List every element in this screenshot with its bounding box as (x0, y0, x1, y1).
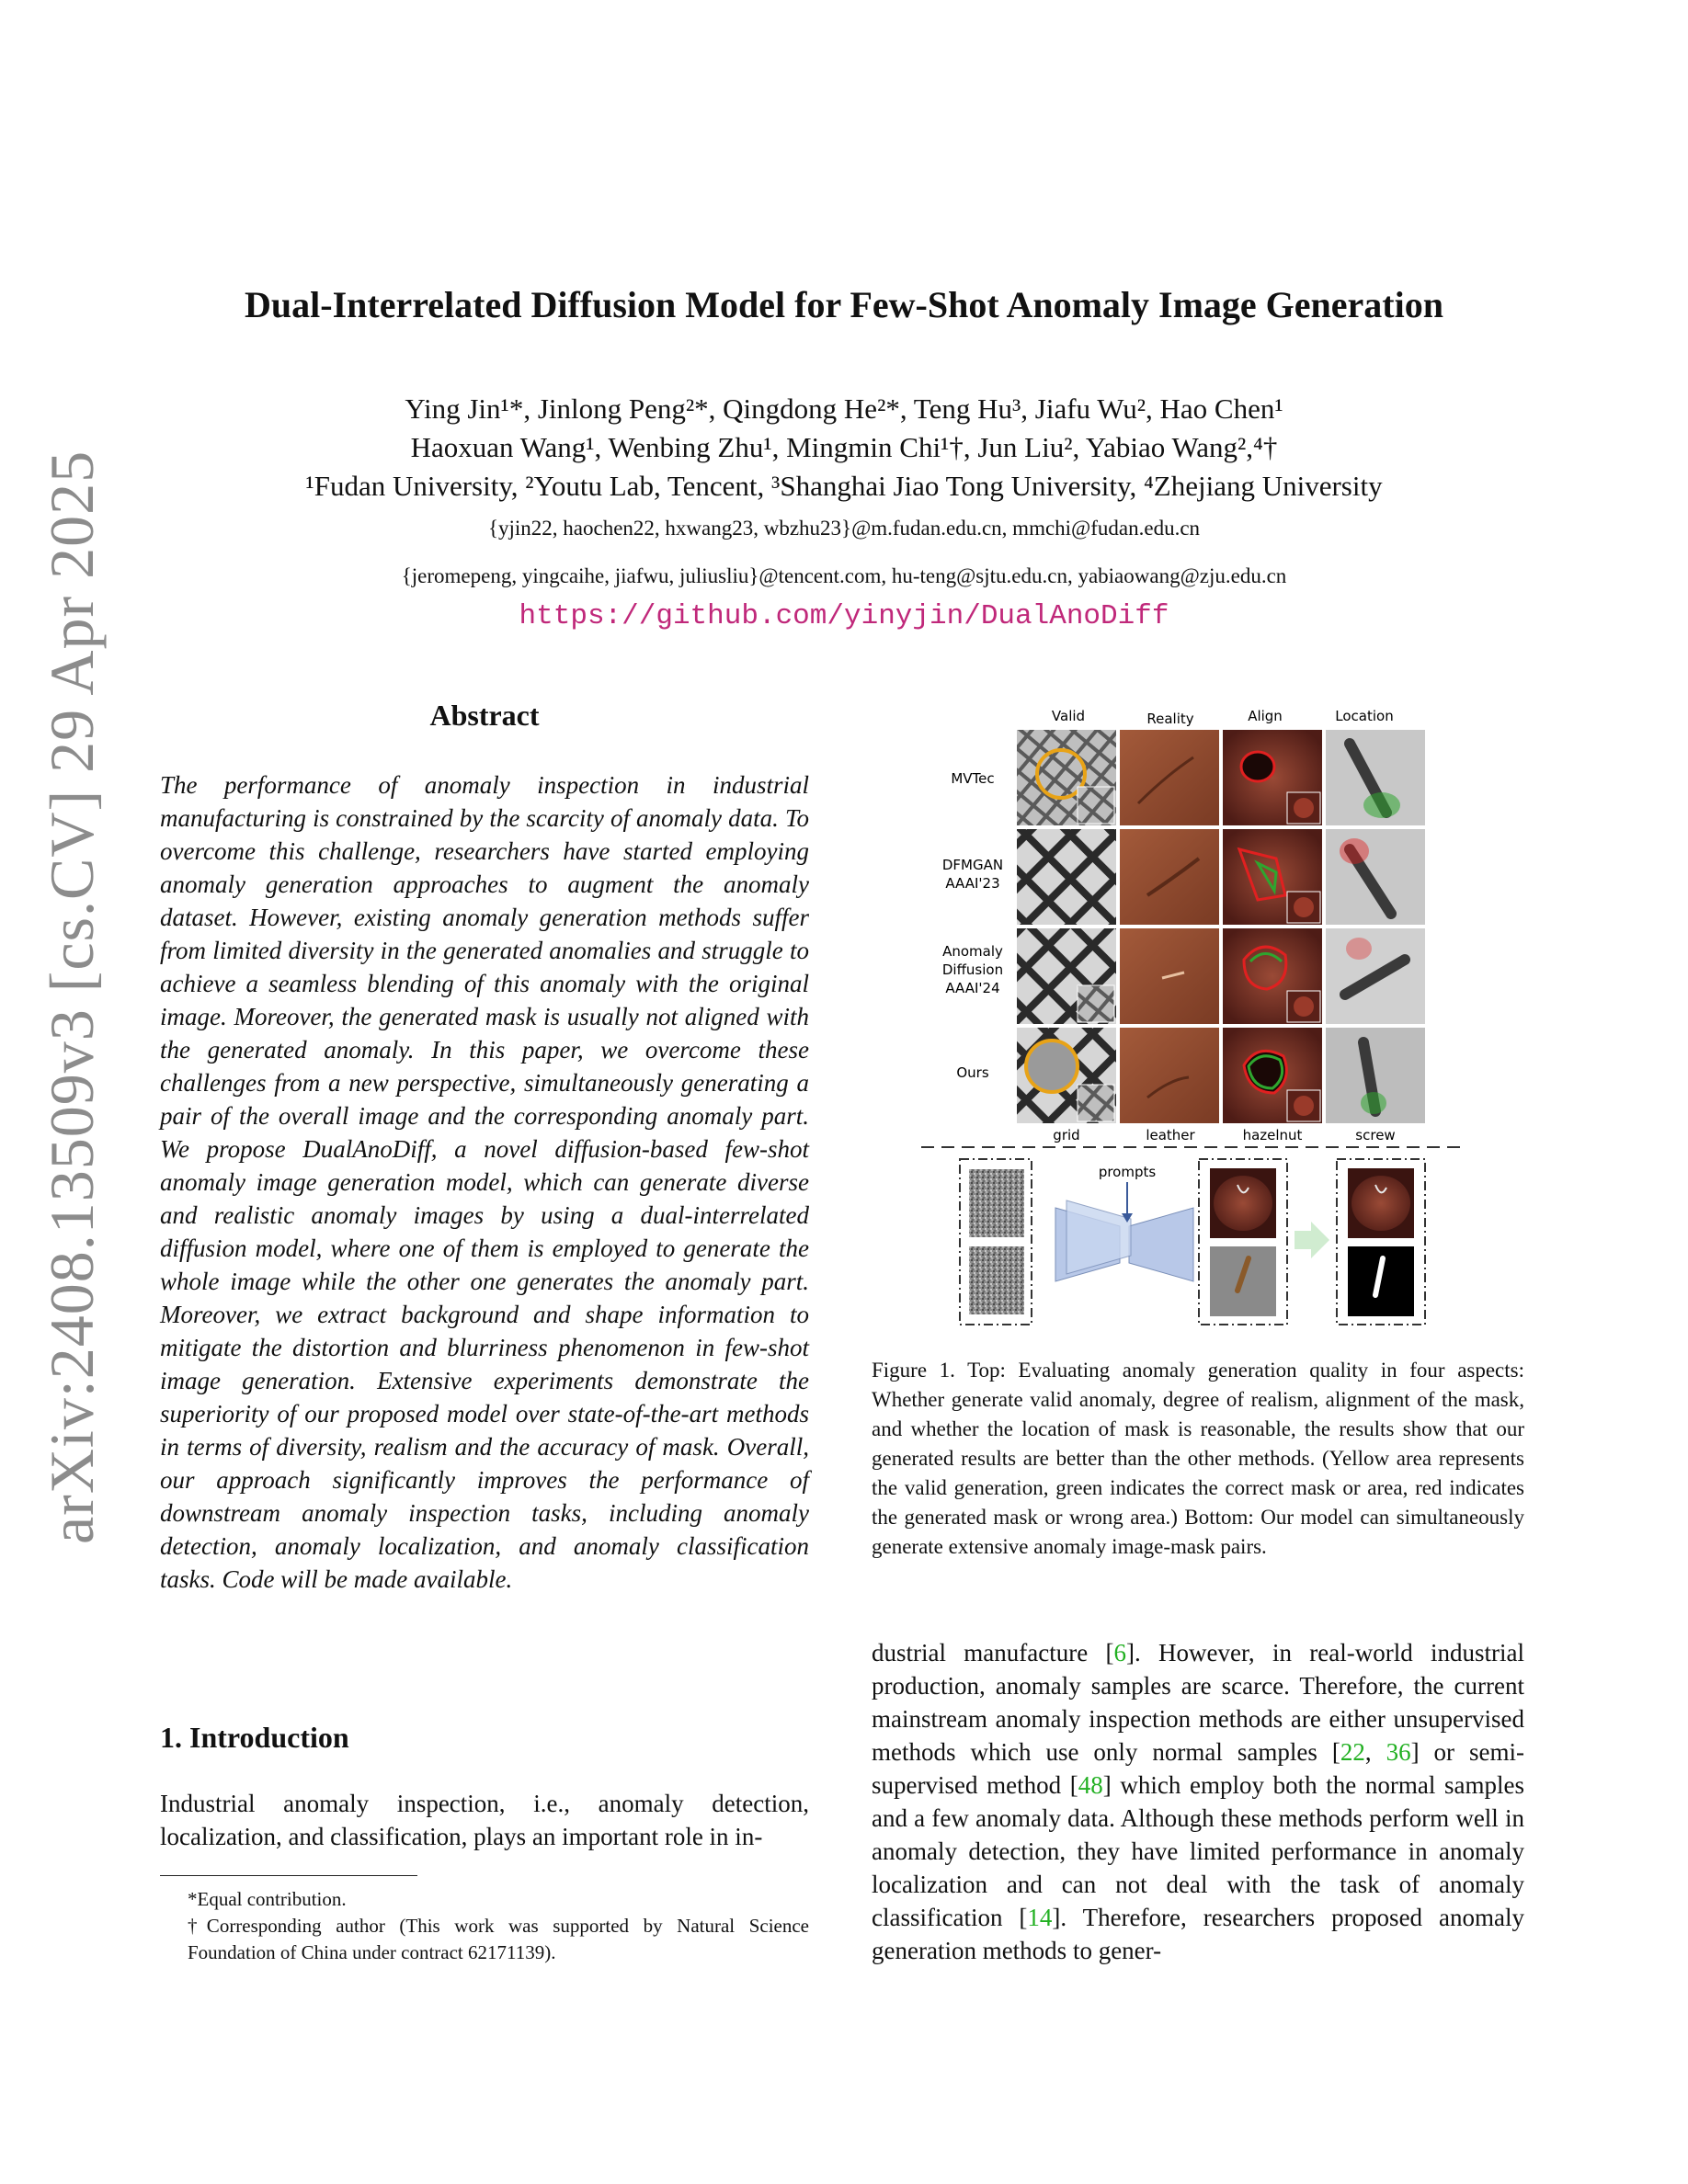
citation-link[interactable]: 48 (1078, 1771, 1103, 1799)
intro-text-segment: ] or semi-supervised method [ (872, 1738, 1524, 1799)
fig-row-anomaly-diffusion (1017, 928, 1425, 1024)
fig-col-header: Reality (1146, 711, 1194, 727)
fig-col-header: Location (1335, 708, 1394, 724)
arxiv-stamp: arXiv:2408.13509v3 [cs.CV] 29 Apr 2025 (37, 449, 107, 1544)
fig-row-label: DFMGAN (941, 857, 1004, 873)
author-line-2: Haoxuan Wang¹, Wenbing Zhu¹, Mingmin Chi¹†, Jun Liu², Yabiao Wang²,⁴† (410, 431, 1278, 463)
footnote-corresponding: †Corresponding author (This work was supported by Natural Science Foundation of China under contract 62171139). (188, 1915, 809, 1963)
fig-row-mvtec (1017, 730, 1425, 825)
footnote-equal: *Equal contribution. (188, 1888, 347, 1910)
fig-col-header: Align (1248, 708, 1283, 724)
emails-line-2: {jeromepeng, yingcaihe, jiafwu, juliusliu}@tencent.com, hu-teng@sjtu.edu.cn, yabiaowang@zju.edu.cn (401, 564, 1287, 587)
paper-title: Dual-Interrelated Diffusion Model for Few-Shot Anomaly Image Generation (245, 284, 1443, 325)
fig-row-ours (1017, 1028, 1425, 1123)
introduction-text-right (872, 1636, 1524, 1967)
citation-link[interactable]: 6 (1113, 1639, 1126, 1666)
intro-text-segment: ] which employ both the normal samples and a few anomaly data. Although these methods perform well in anomaly detection, they have limited performance in anomaly localization and can not deal with the task of anomaly classification [ (872, 1771, 1524, 1931)
fig-pipeline (960, 1159, 1425, 1325)
fig-category-label: grid (1053, 1127, 1080, 1143)
fig-row-label: Ours (956, 1064, 989, 1081)
fig-row-label: Diffusion (941, 961, 1004, 978)
citation-link[interactable]: 22 (1340, 1738, 1365, 1766)
fig-row-label: AAAI'23 (945, 875, 1000, 892)
footnotes (160, 1886, 809, 1966)
citation-link[interactable]: 14 (1027, 1904, 1053, 1931)
fig-category-label: leather (1146, 1127, 1195, 1143)
abstract-heading: Abstract (429, 699, 540, 732)
figure-1-caption: Figure 1. Top: Evaluating anomaly generation quality in four aspects: Whether generate valid anomaly, degree of realism, alignment of the mask, and whether the location of mask is reasonable, the results show that our generated results are better than the other methods. (Yellow area represents the valid generation, green indicates the correct mask or area, red indicates the generated mask or wrong area.) Bottom: Our model can simultaneously generate extensive anomaly image-mask pairs. (872, 1359, 1524, 1558)
author-line-1: Ying Jin¹*, Jinlong Peng²*, Qingdong He²*, Teng Hu³, Jiafu Wu², Hao Chen¹ (405, 392, 1283, 425)
figure-1 (872, 702, 1524, 1337)
footnote-rule (160, 1875, 417, 1876)
fig-row-label: AAAI'24 (945, 980, 1000, 996)
fig-col-header: Valid (1051, 708, 1086, 724)
introduction-text-left: Industrial anomaly inspection, i.e., anomaly detection, localization, and classification, plays an important role in in- (160, 1790, 809, 1850)
intro-text-segment: dustrial manufacture [ (872, 1639, 1114, 1666)
introduction-heading: 1. Introduction (160, 1721, 349, 1754)
figure-1-graphic (872, 702, 1524, 1337)
fig-category-label: screw (1355, 1127, 1396, 1143)
intro-text-segment: , (1364, 1738, 1386, 1766)
intro-text-segment: ]. However, in real-world industrial production, anomaly samples are scarce. Therefore, the current mainstream anomaly inspection methods are either unsupervised methods which use only normal samples [ (872, 1639, 1524, 1766)
abstract-text: The performance of anomaly inspection in industrial manufacturing is constrained by the scarcity of anomaly data. To overcome this challenge, researchers have started employing anomaly generation approaches to augment the anomaly dataset. However, existing anomaly generation methods suffer from limited diversity in the generated anomalies and struggle to achieve a seamless blending of this anomaly with the original image. Moreover, the generated mask is usually not aligned with the generated anomaly. In this paper, we overcome these challenges from a new perspective, simultaneously generating a pair of the overall image and the corresponding anomaly part. We propose DualAnoDiff, a novel diffusion-based few-shot anomaly image generation model, which can generate diverse and realistic anomaly images by using a dual-interrelated diffusion model, where one of them is employed to generate the whole image while the other one generates the anomaly part. Moreover, we extract background and shape information to mitigate the distortion and blurriness phenomenon in few-shot image generation. Extensive experiments demonstrate the superiority of our proposed model over state-of-the-art methods in terms of diversity, realism and the accuracy of mask. Overall, our approach significantly improves the performance of downstream anomaly inspection tasks, including anomaly detection, anomaly localization, and anomaly classification tasks. Code will be made available. (160, 771, 809, 1593)
intro-text-segment: ]. Therefore, researchers proposed anomaly generation methods to gener- (872, 1904, 1524, 1964)
fig-prompts-label: prompts (1098, 1164, 1157, 1180)
code-link[interactable]: https://github.com/yinyjin/DualAnoDiff (519, 600, 1169, 632)
fig-row-dfmgan (1017, 829, 1425, 925)
affiliations: ¹Fudan University, ²Youtu Lab, Tencent, ³Shanghai Jiao Tong University, ⁴Zhejiang University (305, 470, 1383, 502)
author-block (0, 390, 1688, 636)
fig-category-label: hazelnut (1242, 1127, 1303, 1143)
citation-link[interactable]: 36 (1386, 1738, 1411, 1766)
fig-row-label: Anomaly (942, 943, 1003, 960)
emails-line-1: {yjin22, haochen22, hxwang23, wbzhu23}@m.fudan.edu.cn, mmchi@fudan.edu.cn (487, 517, 1201, 540)
fig-row-label: MVTec (951, 770, 995, 787)
